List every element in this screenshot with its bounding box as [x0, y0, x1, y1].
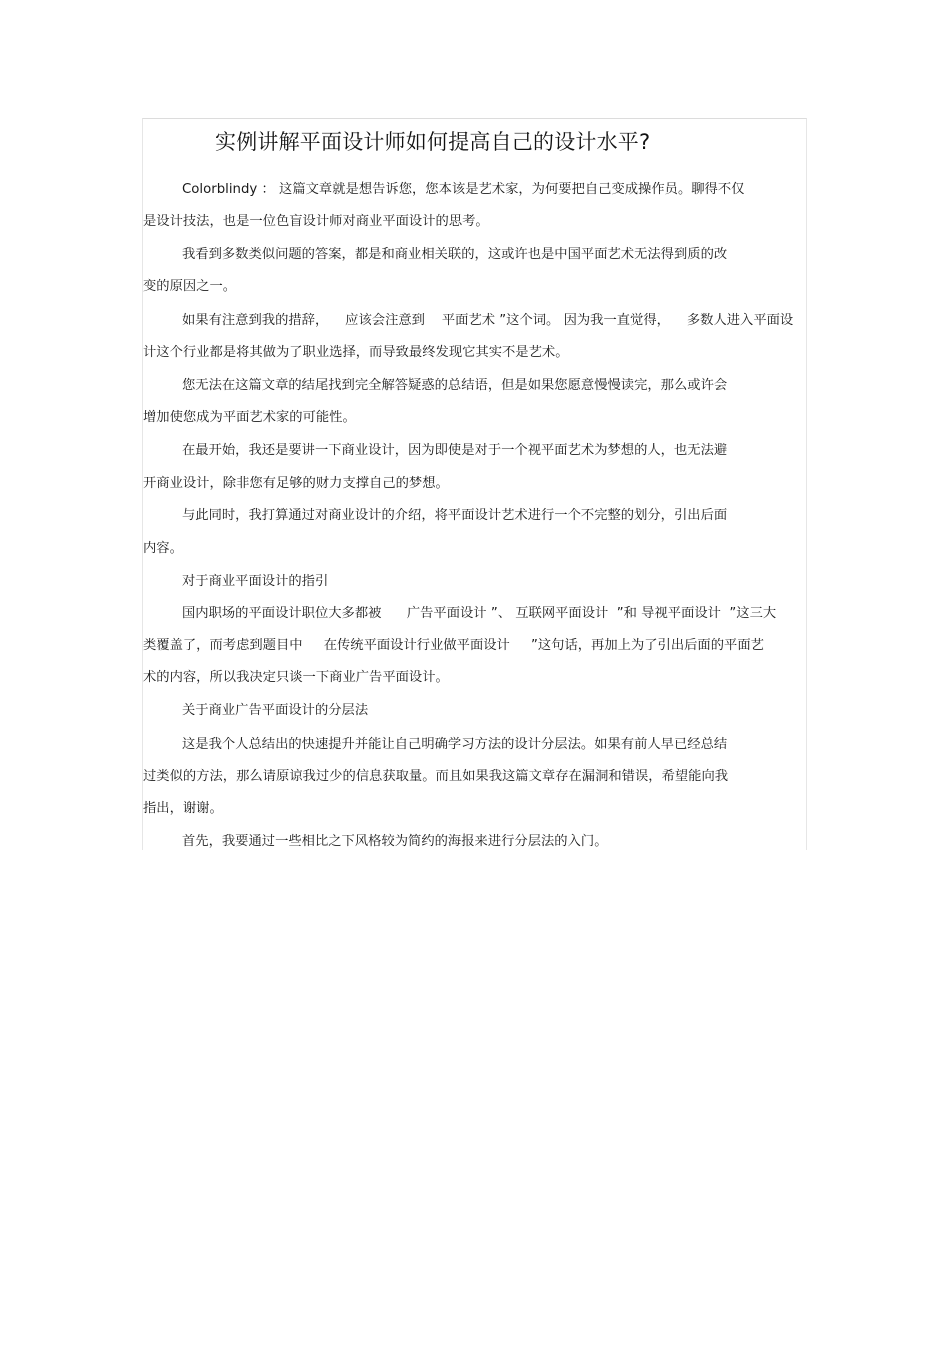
- paragraph-line: 术的内容，所以我决定只谈一下商业广告平面设计。: [143, 670, 449, 685]
- paragraph-line: 内容。: [143, 541, 183, 556]
- paragraph-line: 开商业设计，除非您有足够的财力支撑自己的梦想。: [143, 476, 449, 491]
- paragraph-line: 在最开始，我还是要讲一下商业设计，因为即使是对于一个视平面艺术为梦想的人，也无法避: [182, 443, 728, 458]
- paragraph-line: 过类似的方法，那么请原谅我过少的信息获取量。而且如果我这篇文章存在漏洞和错误，希望能向我: [143, 769, 729, 784]
- paragraph-line: 变的原因之一。: [143, 279, 237, 294]
- paragraph-line: 类覆盖了，而考虑到题目中 在传统平面设计行业做平面设计 ”这句话，再加上为了引出后面的平面艺: [143, 638, 764, 653]
- paragraph-line: 指出，谢谢。: [143, 801, 223, 816]
- paragraph-line: 您无法在这篇文章的结尾找到完全解答疑惑的总结语，但是如果您愿意慢慢读完，那么或许会: [182, 378, 728, 393]
- paragraph-line: 如果有注意到我的措辞， 应该会注意到 平面艺术 ”这个词。 因为我一直觉得， 多数人进入平面设: [182, 313, 794, 328]
- paragraph-line: 计这个行业都是将其做为了职业选择，而导致最终发现它其实不是艺术。: [143, 345, 569, 360]
- paragraph-line: 与此同时，我打算通过对商业设计的介绍，将平面设计艺术进行一个不完整的划分，引出后面: [182, 508, 728, 523]
- paragraph-line: 增加使您成为平面艺术家的可能性。: [143, 410, 356, 425]
- paragraph-line: Colorblindy ： 这篇文章就是想告诉您，您本该是艺术家，为何要把自己变成操作员。聊得不仅: [182, 182, 745, 197]
- section-heading: 对于商业平面设计的指引: [182, 574, 329, 589]
- paragraph-line: 我看到多数类似问题的答案，都是和商业相关联的，这或许也是中国平面艺术无法得到质的改: [182, 247, 728, 262]
- paragraph-line: 是设计技法，也是一位色盲设计师对商业平面设计的思考。: [143, 214, 489, 229]
- paragraph-line: 这是我个人总结出的快速提升并能让自己明确学习方法的设计分层法。如果有前人早已经总结: [182, 737, 728, 752]
- paragraph-line: 国内职场的平面设计职位大多都被 广告平面设计 ”、 互联网平面设计 ”和 导视平面设计 ”这三大: [182, 606, 777, 621]
- paragraph-line: 首先，我要通过一些相比之下风格较为简约的海报来进行分层法的入门。: [182, 834, 608, 849]
- section-heading: 关于商业广告平面设计的分层法: [182, 703, 369, 718]
- document-title: 实例讲解平面设计师如何提高自己的设计水平?: [215, 130, 651, 154]
